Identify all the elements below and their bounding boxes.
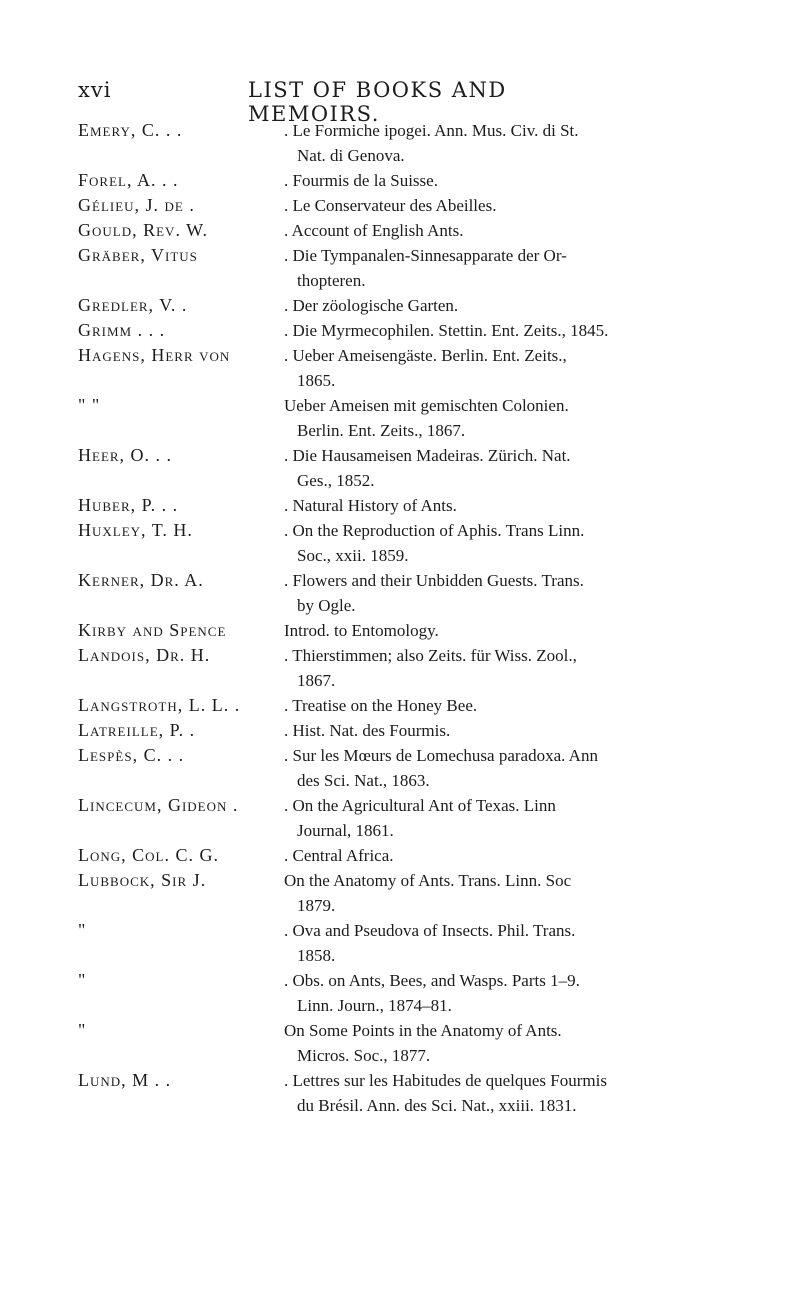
entry-title-line: Micros. Soc., 1877. [297, 1046, 431, 1065]
bibliography-entry [0, 218, 800, 243]
entry-title-line: . Obs. on Ants, Bees, and Wasps. Parts 1–9. [284, 971, 580, 990]
bibliography-entry [0, 243, 800, 293]
entry-title [284, 393, 734, 443]
entry-title [284, 318, 734, 343]
entry-title-line: . Lettres sur les Habitudes de quelques Fourmis [284, 1071, 607, 1090]
entry-title-line: by Ogle. [297, 596, 356, 615]
entry-author: " " [78, 395, 101, 415]
entry-title-line: . Natural History of Ants. [284, 496, 457, 515]
entry-title [284, 793, 734, 843]
bibliography-entry [0, 693, 800, 718]
entry-title [284, 693, 734, 718]
entry-title [284, 1068, 734, 1118]
bibliography-entry [0, 718, 800, 743]
entry-title-line: . Die Tympanalen-Sinnesapparate der Or- [284, 246, 567, 265]
bibliography-entry [0, 918, 800, 968]
bibliography-entry [0, 318, 800, 343]
entry-author: Gredler, V. . [78, 295, 188, 315]
page-title: LIST OF BOOKS AND MEMOIRS. [248, 78, 507, 126]
entry-title [284, 743, 734, 793]
entry-title [284, 518, 734, 568]
entry-title-line: Ueber Ameisen mit gemischten Colonien. [284, 396, 569, 415]
entry-author: Langstroth, L. L. . [78, 695, 241, 715]
entry-title-line: Soc., xxii. 1859. [297, 546, 409, 565]
entry-title-line: 1867. [297, 671, 336, 690]
entry-title [284, 868, 734, 918]
entry-author: Lubbock, Sir J. [78, 870, 207, 890]
entry-author: Long, Col. C. G. [78, 845, 219, 865]
entry-title-line: du Brésil. Ann. des Sci. Nat., xxiii. 1831. [297, 1096, 577, 1115]
entry-author: Emery, C. . . [78, 120, 183, 140]
entry-author: Gräber, Vitus [78, 245, 198, 265]
entry-title-line: . On the Reproduction of Aphis. Trans Linn. [284, 521, 585, 540]
entry-title [284, 168, 734, 193]
entry-title-line: Nat. di Genova. [297, 146, 405, 165]
entry-author: " [78, 970, 87, 990]
entry-title-line: . Account of English Ants. [284, 221, 464, 240]
entry-title [284, 1018, 734, 1068]
entry-title-line: . Die Hausameisen Madeiras. Zürich. Nat. [284, 446, 571, 465]
entry-author: Heer, O. . . [78, 445, 173, 465]
entry-author: Lespès, C. . . [78, 745, 185, 765]
entry-author: Huxley, T. H. [78, 520, 193, 540]
entry-title-line: . Treatise on the Honey Bee. [284, 696, 478, 715]
bibliography-list [0, 118, 800, 1118]
entry-title [284, 843, 734, 868]
entry-title [284, 118, 734, 168]
entry-title [284, 443, 734, 493]
entry-title [284, 343, 734, 393]
entry-title [284, 918, 734, 968]
entry-author: Gould, Rev. W. [78, 220, 208, 240]
entry-title-line: Introd. to Entomology. [284, 621, 439, 640]
entry-title-line: . Die Myrmecophilen. Stettin. Ent. Zeits., 1845. [284, 321, 609, 340]
entry-title-line: . Flowers and their Unbidden Guests. Trans. [284, 571, 584, 590]
bibliography-entry [0, 568, 800, 618]
entry-title-line: . Thierstimmen; also Zeits. für Wiss. Zool., [284, 646, 577, 665]
entry-author: Latreille, P. . [78, 720, 196, 740]
entry-author: Hagens, Herr von [78, 345, 231, 365]
entry-title-line: . Der zöologische Garten. [284, 296, 459, 315]
entry-title [284, 493, 734, 518]
bibliography-entry [0, 193, 800, 218]
bibliography-entry [0, 1018, 800, 1068]
entry-title-line: 1879. [297, 896, 336, 915]
entry-title-line: On Some Points in the Anatomy of Ants. [284, 1021, 562, 1040]
bibliography-entry [0, 868, 800, 918]
entry-title-line: . Central Africa. [284, 846, 394, 865]
bibliography-entry [0, 618, 800, 643]
page-header [78, 78, 638, 126]
entry-author: Gélieu, J. de . [78, 195, 195, 215]
bibliography-entry [0, 793, 800, 843]
entry-author: " [78, 1020, 87, 1040]
entry-title-line: 1858. [297, 946, 336, 965]
bibliography-entry [0, 518, 800, 568]
entry-title-line: Berlin. Ent. Zeits., 1867. [297, 421, 466, 440]
entry-title-line: Linn. Journ., 1874–81. [297, 996, 452, 1015]
bibliography-entry [0, 743, 800, 793]
bibliography-entry [0, 118, 800, 168]
page-number: xvi [78, 78, 112, 102]
entry-author: " [78, 920, 87, 940]
entry-author: Lund, M . . [78, 1070, 172, 1090]
entry-title-line: . On the Agricultural Ant of Texas. Linn [284, 796, 556, 815]
bibliography-entry [0, 343, 800, 393]
entry-title-line: On the Anatomy of Ants. Trans. Linn. Soc [284, 871, 572, 890]
entry-author: Kirby and Spence [78, 620, 227, 640]
entry-title-line: . Hist. Nat. des Fourmis. [284, 721, 451, 740]
entry-author: Kerner, Dr. A. [78, 570, 204, 590]
entry-title-line: . Ueber Ameisengäste. Berlin. Ent. Zeits., [284, 346, 567, 365]
bibliography-entry [0, 1068, 800, 1118]
entry-title [284, 193, 734, 218]
entry-title [284, 568, 734, 618]
entry-title [284, 243, 734, 293]
entry-author: Forel, A. . . [78, 170, 179, 190]
entry-title-line: des Sci. Nat., 1863. [297, 771, 430, 790]
entry-title [284, 618, 734, 643]
entry-title [284, 218, 734, 243]
bibliography-entry [0, 293, 800, 318]
entry-author: Lincecum, Gideon . [78, 795, 239, 815]
entry-title-line: Journal, 1861. [297, 821, 394, 840]
bibliography-entry [0, 443, 800, 493]
entry-title [284, 968, 734, 1018]
bibliography-entry [0, 493, 800, 518]
entry-author: Grimm . . . [78, 320, 166, 340]
entry-title-line: Ges., 1852. [297, 471, 375, 490]
entry-title-line: . Ova and Pseudova of Insects. Phil. Trans. [284, 921, 576, 940]
entry-title-line: thopteren. [297, 271, 366, 290]
bibliography-entry [0, 968, 800, 1018]
entry-title [284, 718, 734, 743]
entry-author: Huber, P. . . [78, 495, 179, 515]
entry-title [284, 293, 734, 318]
entry-title-line: 1865. [297, 371, 336, 390]
entry-title-line: . Sur les Mœurs de Lomechusa paradoxa. Ann [284, 746, 598, 765]
entry-title-line: . Le Conservateur des Abeilles. [284, 196, 497, 215]
entry-title [284, 643, 734, 693]
bibliography-entry [0, 843, 800, 868]
bibliography-entry [0, 393, 800, 443]
bibliography-entry [0, 168, 800, 193]
bibliography-entry [0, 643, 800, 693]
entry-author: Landois, Dr. H. [78, 645, 211, 665]
entry-title-line: . Fourmis de la Suisse. [284, 171, 438, 190]
entry-title-line: . Le Formiche ipogei. Ann. Mus. Civ. di St. [284, 121, 579, 140]
